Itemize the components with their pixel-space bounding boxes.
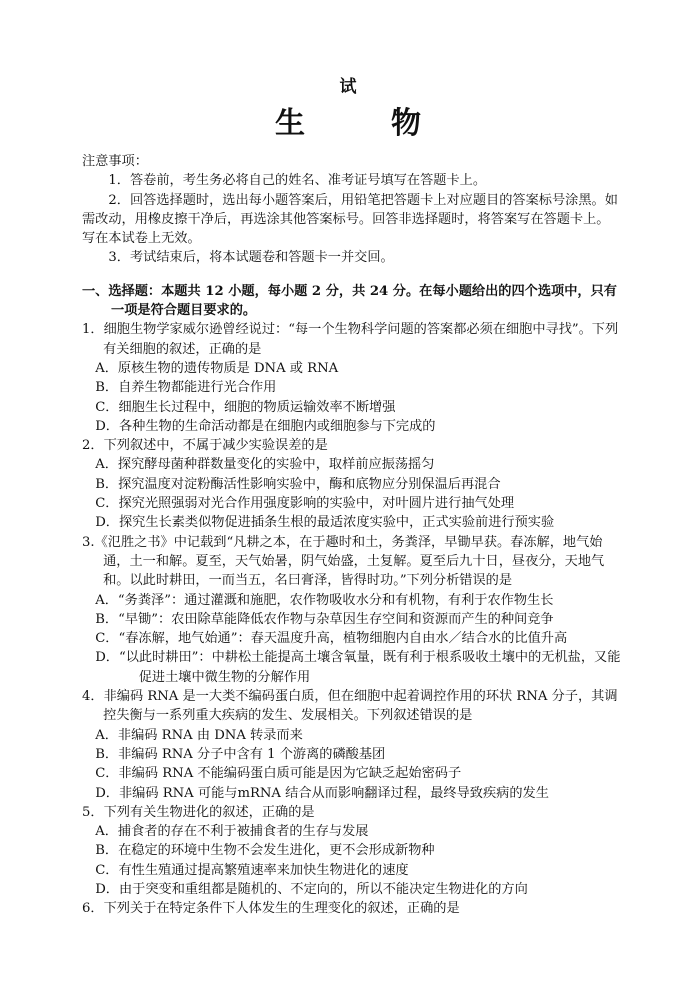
option-d: D．探究生长素类似物促进插条生根的最适浓度实验中，正式实验前进行预实验 [95,515,555,531]
option-c: C．有性生殖通过提高繁殖速率来加快生物进化的速度 [95,862,409,878]
option-a: A．非编码 RNA 由 DNA 转录而来 [95,727,303,743]
option-c: C．非编码 RNA 不能编码蛋白质可能是因为它缺乏起始密码子 [95,766,462,782]
option-a: A．“务粪泽”：通过灌溉和施肥，农作物吸收水分和有机物，有利于农作物生长 [95,592,554,608]
option-c: C．“春冻解，地气始通”：春天温度升高，植物细胞内自由水／结合水的比值升高 [95,631,568,647]
exam-content [82,152,622,919]
question-stem: 2．下列叙述中，不属于减少实验误差的是 [82,438,328,454]
option-a: A．原核生物的遗传物质是 DNA 或 RNA [95,360,339,376]
question-stem: 1．细胞生物学家威尔逊曾经说过：“每一个生物科学问题的答案都必须在细胞中寻找”。下列有关细胞的叙述，正确的是 [82,322,619,357]
question-4 [82,687,622,803]
notice-heading: 注意事项： [82,154,148,169]
option-d: D．非编码 RNA 可能与mRNA 结合从而影响翻译过程，最终导致疾病的发生 [95,785,549,801]
notice-item-2: 2．回答选择题时，选出每小题答案后，用铅笔把答题卡上对应题目的答案标号涂黑。如需改动，用橡皮擦干净后，再选涂其他答案标号。回答非选择题时，将答案写在答题卡上。写在本试卷上无效。 [82,192,618,247]
exam-label: 试 [339,77,357,97]
question-1 [82,320,622,436]
option-d: D．“以此时耕田”：中耕松土能提高土壤含氧量，既有利于根系吸收土壤中的无机盐，又能促进土壤中微生物的分解作用 [95,650,621,685]
question-3 [82,533,622,687]
question-5 [82,803,622,899]
question-stem: 4．非编码 RNA 是一大类不编码蛋白质，但在细胞中起着调控作用的环状 RNA 分子，其调控失衡与一系列重大疾病的发生、发展相关。下列叙述错误的是 [82,689,618,724]
option-a: A．捕食者的存在不利于被捕食者的生存与发展 [95,824,369,840]
option-d: D．由于突变和重组都是随机的、不定向的，所以不能决定生物进化的方向 [95,881,528,897]
option-b: B．探究温度对淀粉酶活性影响实验中，酶和底物应分别保温后再混合 [95,476,501,492]
notice-item-1: 1．答卷前，考生务必将自己的姓名、准考证号填写在答题卡上。 [108,173,487,189]
option-c: C．探究光照强弱对光合作用强度影响的实验中，对叶圆片进行抽气处理 [95,496,515,512]
option-b: B．自养生物都能进行光合作用 [95,380,277,396]
option-a: A．探究酵母菌种群数量变化的实验中，取样前应振荡摇匀 [95,457,435,473]
option-b: B．“早锄”：农田除草能降低农作物与杂草因生存空间和资源而产生的种间竞争 [95,611,554,627]
page-title: 生 物 [275,106,449,141]
section-title: 一、选择题：本题共 12 小题，每小题 2 分，共 24 分。在每小题给出的四个选项中，只有一项是符合题目要求的。 [82,283,617,319]
question-6 [82,899,622,918]
question-stem: 6．下列关于在特定条件下人体发生的生理变化的叙述，正确的是 [82,901,460,917]
option-b: B．在稳定的环境中生物不会发生进化，更不会形成新物种 [95,843,435,859]
option-c: C．细胞生长过程中，细胞的物质运输效率不断增强 [95,399,396,415]
question-stem: 5．下列有关生物进化的叙述，正确的是 [82,804,315,820]
notice-item-3: 3．考试结束后，将本试题卷和答题卡一并交回。 [108,250,394,266]
option-b: B．非编码 RNA 分子中含有 1 个游离的磷酸基团 [95,746,386,762]
question-stem: 3.《氾胜之书》中记载到“凡耕之本，在于趣时和土，务粪泽，早锄早获。春冻解，地气始通，土一和解。夏至，天气始暑，阴气始盛，土复解。夏至后九十日，昼夜分，天地气和。以此时耕田，一而当五，名曰膏泽，皆得时功。”下列分析错误的是 [82,534,605,589]
question-2 [82,436,622,532]
option-d: D．各种生物的生命活动都是在细胞内或细胞参与下完成的 [95,418,436,434]
